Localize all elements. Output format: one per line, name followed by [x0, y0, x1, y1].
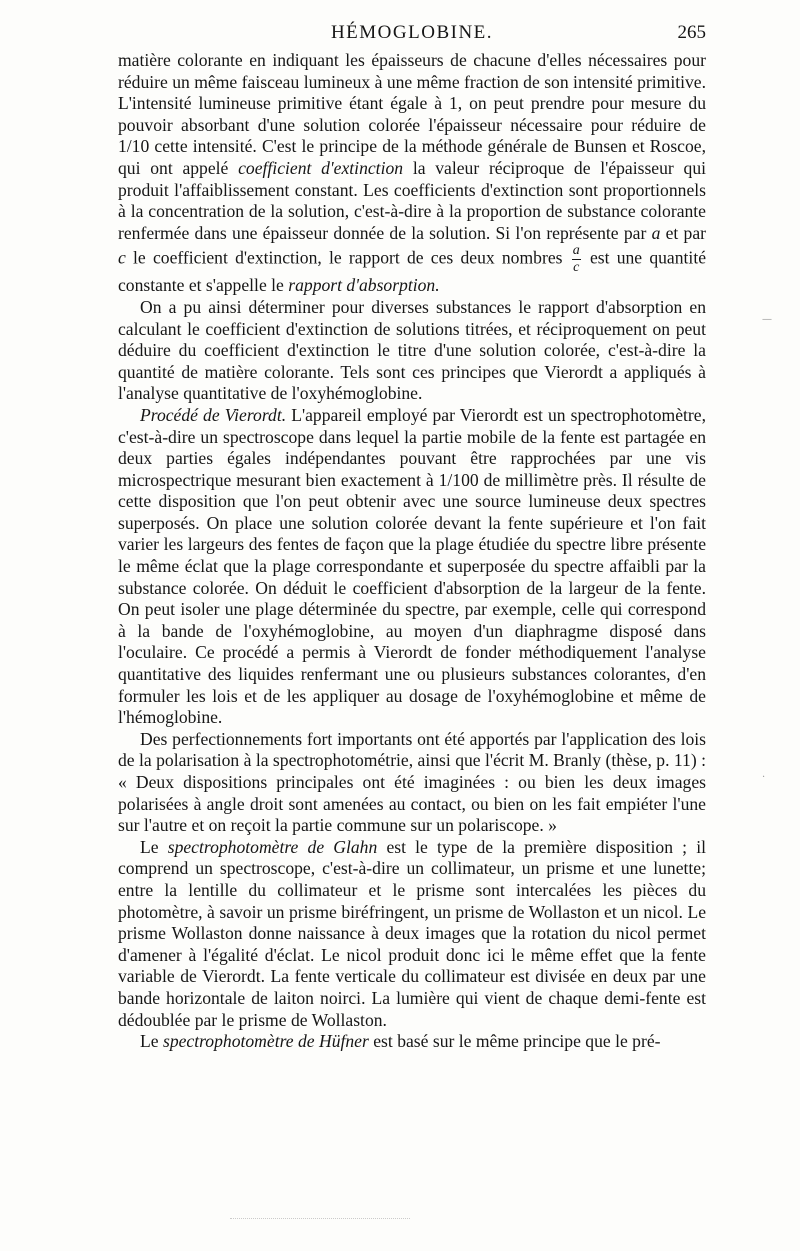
- fraction-a-over-c: [572, 244, 581, 275]
- scan-artifact: [230, 1218, 410, 1223]
- paragraph-5-text-a: Le: [140, 836, 159, 857]
- paragraph-5-text-b: est le type de la première disposition ; il comprend un spectroscope, c'est-à-dire un collimateur, un prisme et une lunette; entre la lentille du collimateur et le prisme sont intercalées les pièces du photomètre, à savoir un prisme biréfringent, un prisme de Wollaston et un nicol. Le prisme Wollaston donne naissance à deux images que la rotation du nicol permet d'amener à l'égalité d'éclat. Le nicol produit donc ici le même effet que la fente variable de Vierordt. La fente verticale du collimateur est divisée en deux par une bande horizontale de laiton noirci. La lumière qui vient de chaque demi-fente est dédoublée par le prisme de Wollaston.: [118, 836, 706, 1030]
- scan-margin-mark: ·: [762, 772, 766, 783]
- body-text: [118, 50, 706, 1053]
- paragraph-6-text-b: est basé sur le même principe que le pré-: [373, 1031, 661, 1052]
- paragraph-1-text-d: le coefficient d'extinction, le rapport de ces deux nombres: [133, 247, 563, 268]
- paragraph-6: [118, 1031, 706, 1053]
- term-hufner-spectrophotometer: spectrophotomètre de Hüfner: [162, 1031, 369, 1052]
- running-title: HÉMOGLOBINE.: [330, 22, 494, 43]
- page-header: [118, 22, 706, 46]
- fraction-numerator: a: [572, 243, 580, 259]
- paragraph-1-text-b: la valeur réciproque de l'épaisseur qui produit l'affaiblissement constant. Les coefficients d'extinction sont proportionnels à la concentration de la solution, c'est-à-dire à la proportion de substance colorante renfermée dans une épaisseur donnée de la solution. Si l'on représente par: [118, 157, 706, 243]
- paragraph-3-text: L'appareil employé par Vierordt est un spectrophotomètre, c'est-à-dire un spectroscope dans lequel la partie mobile de la fente est partagée en deux parties égales indépendantes pouvant être rapprochées par une vis microspectrique mesurant bien exactement à 1/100 de millimètre près. Il résulte de cette disposition que l'on peut obtenir avec une source lumineuse deux spectres superposés. On place une solution colorée devant la fente supérieure et l'on fait varier les largeurs des fentes de façon que la plage étudiée du spectre libre présente le même éclat que la plage correspondante et superposée du spectre affaibli par la substance colorée. On déduit le coefficient d'absorption de la largeur de la fente. On peut isoler une plage déterminée du spectre, par exemple, celle qui correspond à la bande de l'oxyhémoglobine, au moyen d'un diaphragme disposé dans l'oculaire. Ce procédé a permis à Vierordt de fonder méthodiquement l'analyse quantitative des liquides renfermant une ou plusieurs substances colorantes, d'en formuler les lois et de les appliquer au dosage de l'oxyhémoglobine et même de l'hémoglobine.: [118, 404, 706, 728]
- paragraph-2: On a pu ainsi déterminer pour diverses substances le rapport d'absorption en calculant le coefficient d'extinction de solutions titrées, et réciproquement on peut déduire du coefficient d'extinction le titre d'une solution colorée, c'est-à-dire la quantité de matière colorante. Tels sont ces principes que Vierordt a appliqués à l'analyse quantitative de l'oxyhémoglobine.: [118, 296, 706, 404]
- page-number: 265: [677, 22, 706, 43]
- term-rapport-absorption: rapport d'absorption.: [288, 275, 440, 296]
- paragraph-3: [118, 405, 706, 729]
- term-glahn-spectrophotometer: spectrophotomètre de Glahn: [167, 836, 378, 857]
- scan-margin-mark: —: [762, 314, 772, 325]
- section-heading-vierordt: Procédé de Vierordt.: [140, 404, 287, 425]
- paragraph-5: [118, 837, 706, 1031]
- term-coefficient-extinction: coefficient d'extinction: [238, 157, 404, 178]
- fraction-denominator: c: [573, 260, 580, 276]
- variable-a: a: [651, 222, 661, 243]
- variable-c: c: [118, 247, 126, 268]
- paragraph-6-text-a: Le: [140, 1031, 159, 1052]
- paragraph-1-text-c: et par: [665, 222, 707, 243]
- paragraph-1: [118, 50, 706, 297]
- paragraph-1-text-e: est une quantité constante et s'appelle le: [118, 247, 707, 296]
- paragraph-1-text-a: matière colorante en indiquant les épaisseurs de chacune d'elles nécessaires pour réduire un même faisceau lumineux à une même fraction de son intensité primitive. L'intensité lumineuse primitive étant égale à 1, on peut prendre pour mesure du pouvoir absorbant d'une solution colorée l'épaisseur nécessaire pour réduire de 1/10 cette intensité. C'est le principe de la méthode générale de Bunsen et Roscoe, qui ont appelé: [118, 50, 706, 178]
- paragraph-4: Des perfectionnements fort importants ont été apportés par l'application des lois de la polarisation à la spectrophotométrie, ainsi que l'écrit M. Branly (thèse, p. 11) : « Deux dispositions principales ont été imaginées : ou bien les deux images polarisées à angle droit sont amenées au contact, ou bien on les fait empiéter l'une sur l'autre et on reçoit la partie commune sur un polariscope. »: [118, 728, 706, 836]
